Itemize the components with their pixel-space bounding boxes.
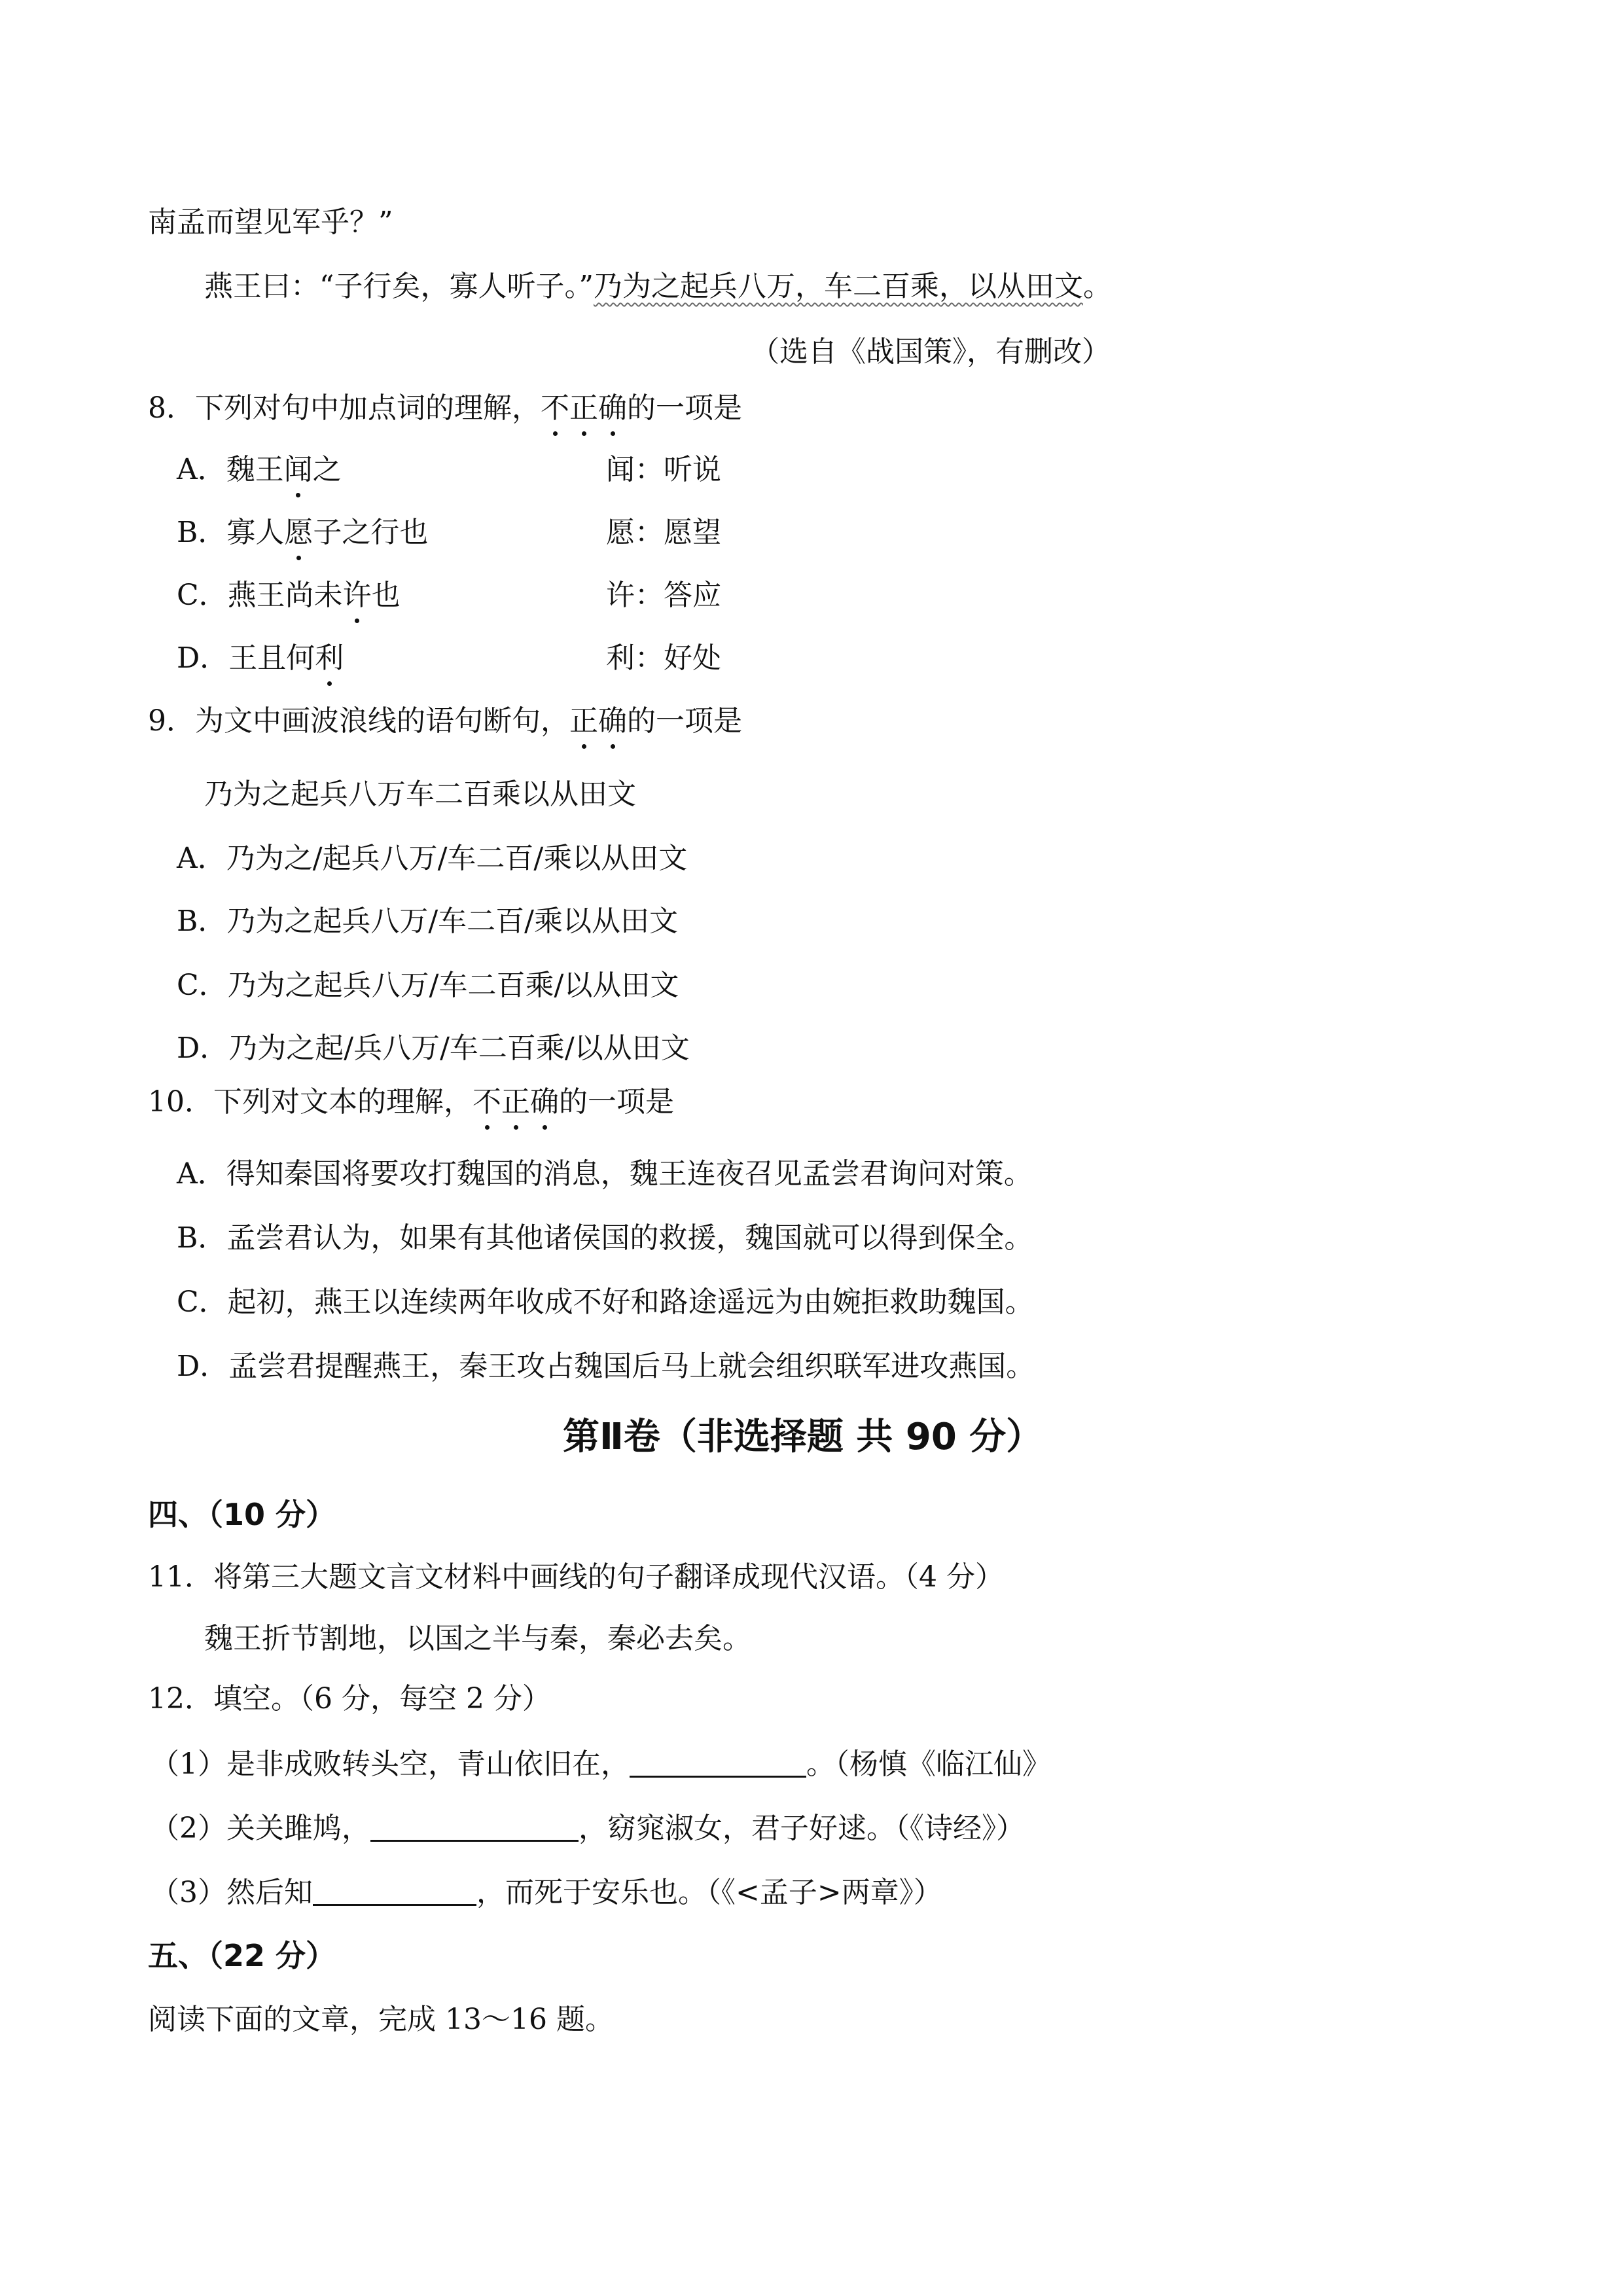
option-text: 王且何 — [228, 641, 315, 675]
emphasis-char: 正 — [569, 703, 598, 740]
part-2-heading: 第Ⅱ卷（非选择题 共 90 分） — [563, 1416, 1043, 1458]
answer-blank[interactable] — [313, 1878, 476, 1906]
emphasis-char: 确 — [598, 703, 627, 740]
passage-line: 南孟而望见军乎？” — [148, 206, 393, 239]
stem-text: 的一项是 — [627, 391, 742, 425]
option-a-gloss: 闻：听说 — [606, 453, 721, 486]
emphasis-char: 不 — [473, 1084, 501, 1121]
fill-text: ，窈窕淑女，君子好逑。（《诗经》） — [579, 1812, 1025, 1845]
emphasis-char: 正 — [501, 1084, 530, 1121]
option-b: B．乃为之起兵八万/车二百/乘以从田文 — [177, 905, 678, 938]
emphasis-char: 确 — [530, 1084, 559, 1121]
option-c-gloss: 许：答应 — [606, 579, 721, 612]
fill-text: （1）是非成败转头空，青山依旧在， — [151, 1748, 630, 1781]
option-label: C． — [177, 579, 228, 612]
question-9-stem — [148, 703, 742, 740]
option-a — [177, 452, 342, 488]
option-label: A． — [177, 453, 226, 486]
question-12-stem: 12．填空。（6 分，每空 2 分） — [148, 1682, 551, 1715]
section-5-title: 五、（22 分） — [148, 1938, 336, 1973]
question-11-sentence: 魏王折节割地，以国之半与秦，秦必去矣。 — [204, 1622, 751, 1655]
stem-text: 10．下列对文本的理解， — [148, 1085, 473, 1119]
fill-text: 。（杨慎《临江仙》 — [806, 1748, 1051, 1781]
section-4-title: 四、（10 分） — [148, 1497, 336, 1532]
option-label: D． — [177, 641, 229, 675]
option-text: 寡人 — [226, 516, 285, 549]
fill-item-2 — [151, 1810, 1025, 1847]
passage-period: 。 — [1083, 270, 1112, 303]
question-11-stem: 11．将第三大题文言文材料中画线的句子翻译成现代汉语。（4 分） — [148, 1560, 1004, 1594]
option-b — [177, 514, 428, 551]
dotted-word: 利 — [315, 640, 344, 677]
emphasis-char: 正 — [569, 390, 598, 427]
wavy-underlined-sentence: 乃为之起兵八万，车二百乘，以从田文 — [594, 270, 1083, 303]
option-d-gloss: 利：好处 — [606, 641, 721, 675]
fill-text: ，而死于安乐也。（《<孟子>两章》） — [476, 1876, 942, 1909]
question-8-stem — [148, 390, 742, 427]
stem-text: 的一项是 — [559, 1085, 674, 1119]
dotted-word: 闻 — [284, 452, 313, 488]
answer-blank[interactable] — [630, 1749, 806, 1778]
option-a: A．乃为之/起兵八万/车二百/乘以从田文 — [177, 842, 688, 875]
option-label: B． — [177, 516, 227, 549]
emphasis-char: 不 — [541, 390, 569, 427]
option-text: 魏王 — [226, 453, 284, 486]
option-text: 之 — [312, 453, 342, 486]
dotted-word: 许 — [343, 577, 372, 614]
option-a: A．得知秦国将要攻打魏国的消息，魏王连夜召见孟尝君询问对策。 — [177, 1157, 1033, 1191]
dotted-word: 愿 — [284, 514, 313, 551]
option-b-gloss: 愿：愿望 — [606, 516, 721, 549]
passage-line — [204, 268, 1112, 305]
option-d: D．乃为之起/兵八万/车二百乘/以从田文 — [177, 1031, 690, 1065]
source-citation: （选自《战国策》，有删改） — [751, 335, 1111, 368]
stem-text: 的一项是 — [627, 704, 742, 738]
fill-item-1 — [151, 1746, 1051, 1783]
stem-text: 9．为文中画波浪线的语句断句， — [148, 704, 569, 738]
stem-text: 8．下列对句中加点词的理解， — [148, 391, 541, 425]
option-d: D．孟尝君提醒燕王，秦王攻占魏国后马上就会组织联军进攻燕国。 — [177, 1350, 1035, 1383]
option-text: 子之行也 — [313, 516, 429, 549]
option-d — [177, 640, 344, 677]
emphasis-char: 确 — [598, 390, 627, 427]
fill-text: （2）关关雎鸠， — [151, 1812, 370, 1845]
option-b: B．孟尝君认为，如果有其他诸侯国的救援，魏国就可以得到保全。 — [177, 1221, 1033, 1255]
question-10-stem — [148, 1084, 674, 1121]
fill-text: （3）然后知 — [151, 1876, 313, 1909]
section-5-instruction: 阅读下面的文章，完成 13～16 题。 — [148, 2003, 614, 2036]
fill-item-3 — [151, 1874, 942, 1911]
option-text: 燕王尚未 — [227, 579, 343, 612]
option-text: 也 — [371, 579, 401, 612]
option-c: C．起初，燕王以连续两年收成不好和路途遥远为由婉拒救助魏国。 — [177, 1285, 1034, 1319]
passage-quote: 燕王曰：“子行矣，寡人听子。” — [204, 270, 594, 303]
answer-blank[interactable] — [370, 1814, 579, 1842]
q9-sentence: 乃为之起兵八万车二百乘以从田文 — [204, 778, 636, 811]
option-c — [177, 577, 401, 614]
option-c: C．乃为之起兵八万/车二百乘/以从田文 — [177, 969, 679, 1002]
